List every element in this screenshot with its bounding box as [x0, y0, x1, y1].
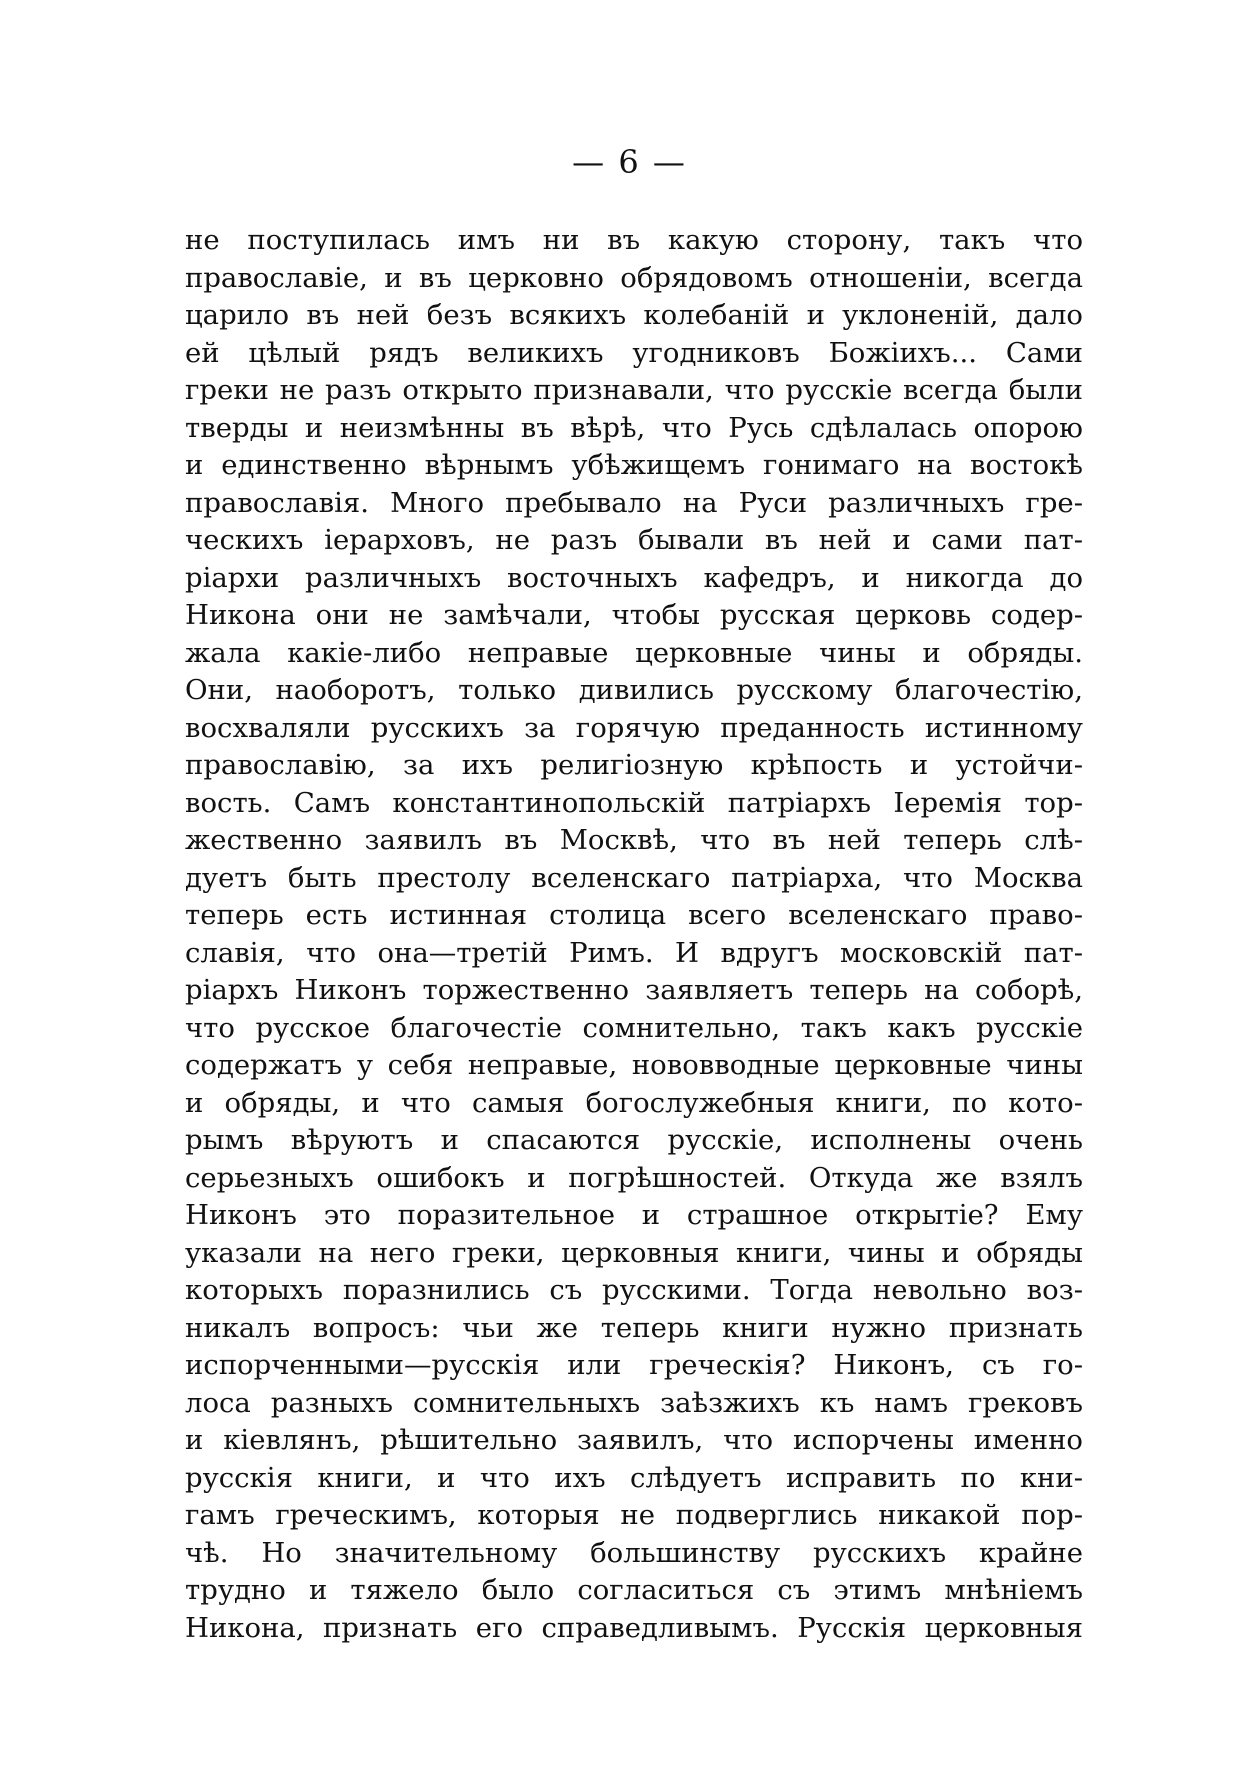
page-number: — 6 —: [572, 143, 687, 181]
text-line: Они, наоборотъ, только дивились русскому благочестію,: [185, 674, 1083, 706]
text-line: жала какіе-либо неправые церковные чины и обряды.: [185, 636, 1083, 669]
text-line: которыхъ поразнились съ русскими. Тогда невольно воз-: [185, 1274, 1083, 1306]
text-line: теперь есть истинная столица всего вселенскаго право-: [185, 899, 1083, 931]
text-line: Никона они не замѣчали, чтобы русская церковь содер-: [185, 599, 1083, 631]
text-line: содержатъ у себя неправые, нововводные церковные чины: [185, 1049, 1083, 1081]
text-line: серьезныхъ ошибокъ и погрѣшностей. Откуда же взялъ: [185, 1161, 1083, 1194]
text-line: не поступилась имъ ни въ какую сторону, такъ что: [185, 224, 1083, 256]
text-line: славія, что она—третій Римъ. И вдругъ московскій пат-: [185, 936, 1083, 969]
text-line: царило въ ней безъ всякихъ колебаній и уклоненій, дало: [185, 299, 1083, 331]
text-line: ей цѣлый рядъ великихъ угодниковъ Божіихъ... Сами: [185, 336, 1083, 369]
text-line: никалъ вопросъ: чьи же теперь книги нужно признать: [185, 1311, 1083, 1344]
text-line: рымъ вѣруютъ и спасаются русскіе, исполнены очень: [185, 1124, 1083, 1156]
text-line: ріархи различныхъ восточныхъ кафедръ, и никогда до: [185, 561, 1083, 594]
text-line: русскія книги, и что ихъ слѣдуетъ исправить по кни-: [185, 1461, 1083, 1494]
text-line: гамъ греческимъ, которыя не подверглись никакой пор-: [185, 1499, 1083, 1531]
text-line: ріархъ Никонъ торжественно заявляетъ теперь на соборѣ,: [185, 974, 1083, 1006]
text-line: восхваляли русскихъ за горячую преданность истинному: [185, 711, 1083, 744]
text-line: и кіевлянъ, рѣшительно заявилъ, что испорчены именно: [185, 1424, 1083, 1456]
text-line: вость. Самъ константинопольскій патріархъ Іеремія тор-: [185, 786, 1083, 819]
text-line: и обряды, и что самыя богослужебныя книги, по кото-: [185, 1086, 1083, 1119]
text-line: дуетъ быть престолу вселенскаго патріарха, что Москва: [185, 861, 1083, 894]
text-line: греки не разъ открыто признавали, что русскіе всегда были: [185, 374, 1083, 406]
text-line: православія. Много пребывало на Руси различныхъ гре-: [185, 486, 1083, 519]
text-line: православію, за ихъ религіозную крѣпость и устойчи-: [185, 749, 1083, 781]
text-line: трудно и тяжело было согласиться съ этимъ мнѣніемъ: [185, 1574, 1083, 1606]
text-line: испорченными—русскія или греческія? Никонъ, съ го-: [185, 1349, 1083, 1381]
text-line: указали на него греки, церковныя книги, чины и обряды: [185, 1236, 1083, 1269]
text-line: лоса разныхъ сомнительныхъ заѣзжихъ къ намъ грековъ: [185, 1386, 1083, 1419]
text-line: что русское благочестіе сомнительно, такъ какъ русскіе: [185, 1011, 1083, 1044]
text-line: Никона, признать его справедливымъ. Русскія церковныя: [185, 1611, 1083, 1644]
text-line: Никонъ это поразительное и страшное открытіе? Ему: [185, 1199, 1083, 1231]
text-line: тверды и неизмѣнны въ вѣрѣ, что Русь сдѣлалась опорою: [185, 411, 1083, 444]
text-line: чѣ. Но значительному большинству русскихъ крайне: [185, 1536, 1083, 1569]
body-text: [185, 222, 1083, 1647]
text-line: и единственно вѣрнымъ убѣжищемъ гонимаго на востокѣ: [185, 449, 1083, 481]
text-line: православіе, и въ церковно обрядовомъ отношеніи, всегда: [185, 261, 1083, 294]
text-line: жественно заявилъ въ Москвѣ, что въ ней теперь слѣ-: [185, 824, 1083, 856]
text-line: ческихъ іерарховъ, не разъ бывали въ ней и сами пат-: [185, 524, 1083, 556]
